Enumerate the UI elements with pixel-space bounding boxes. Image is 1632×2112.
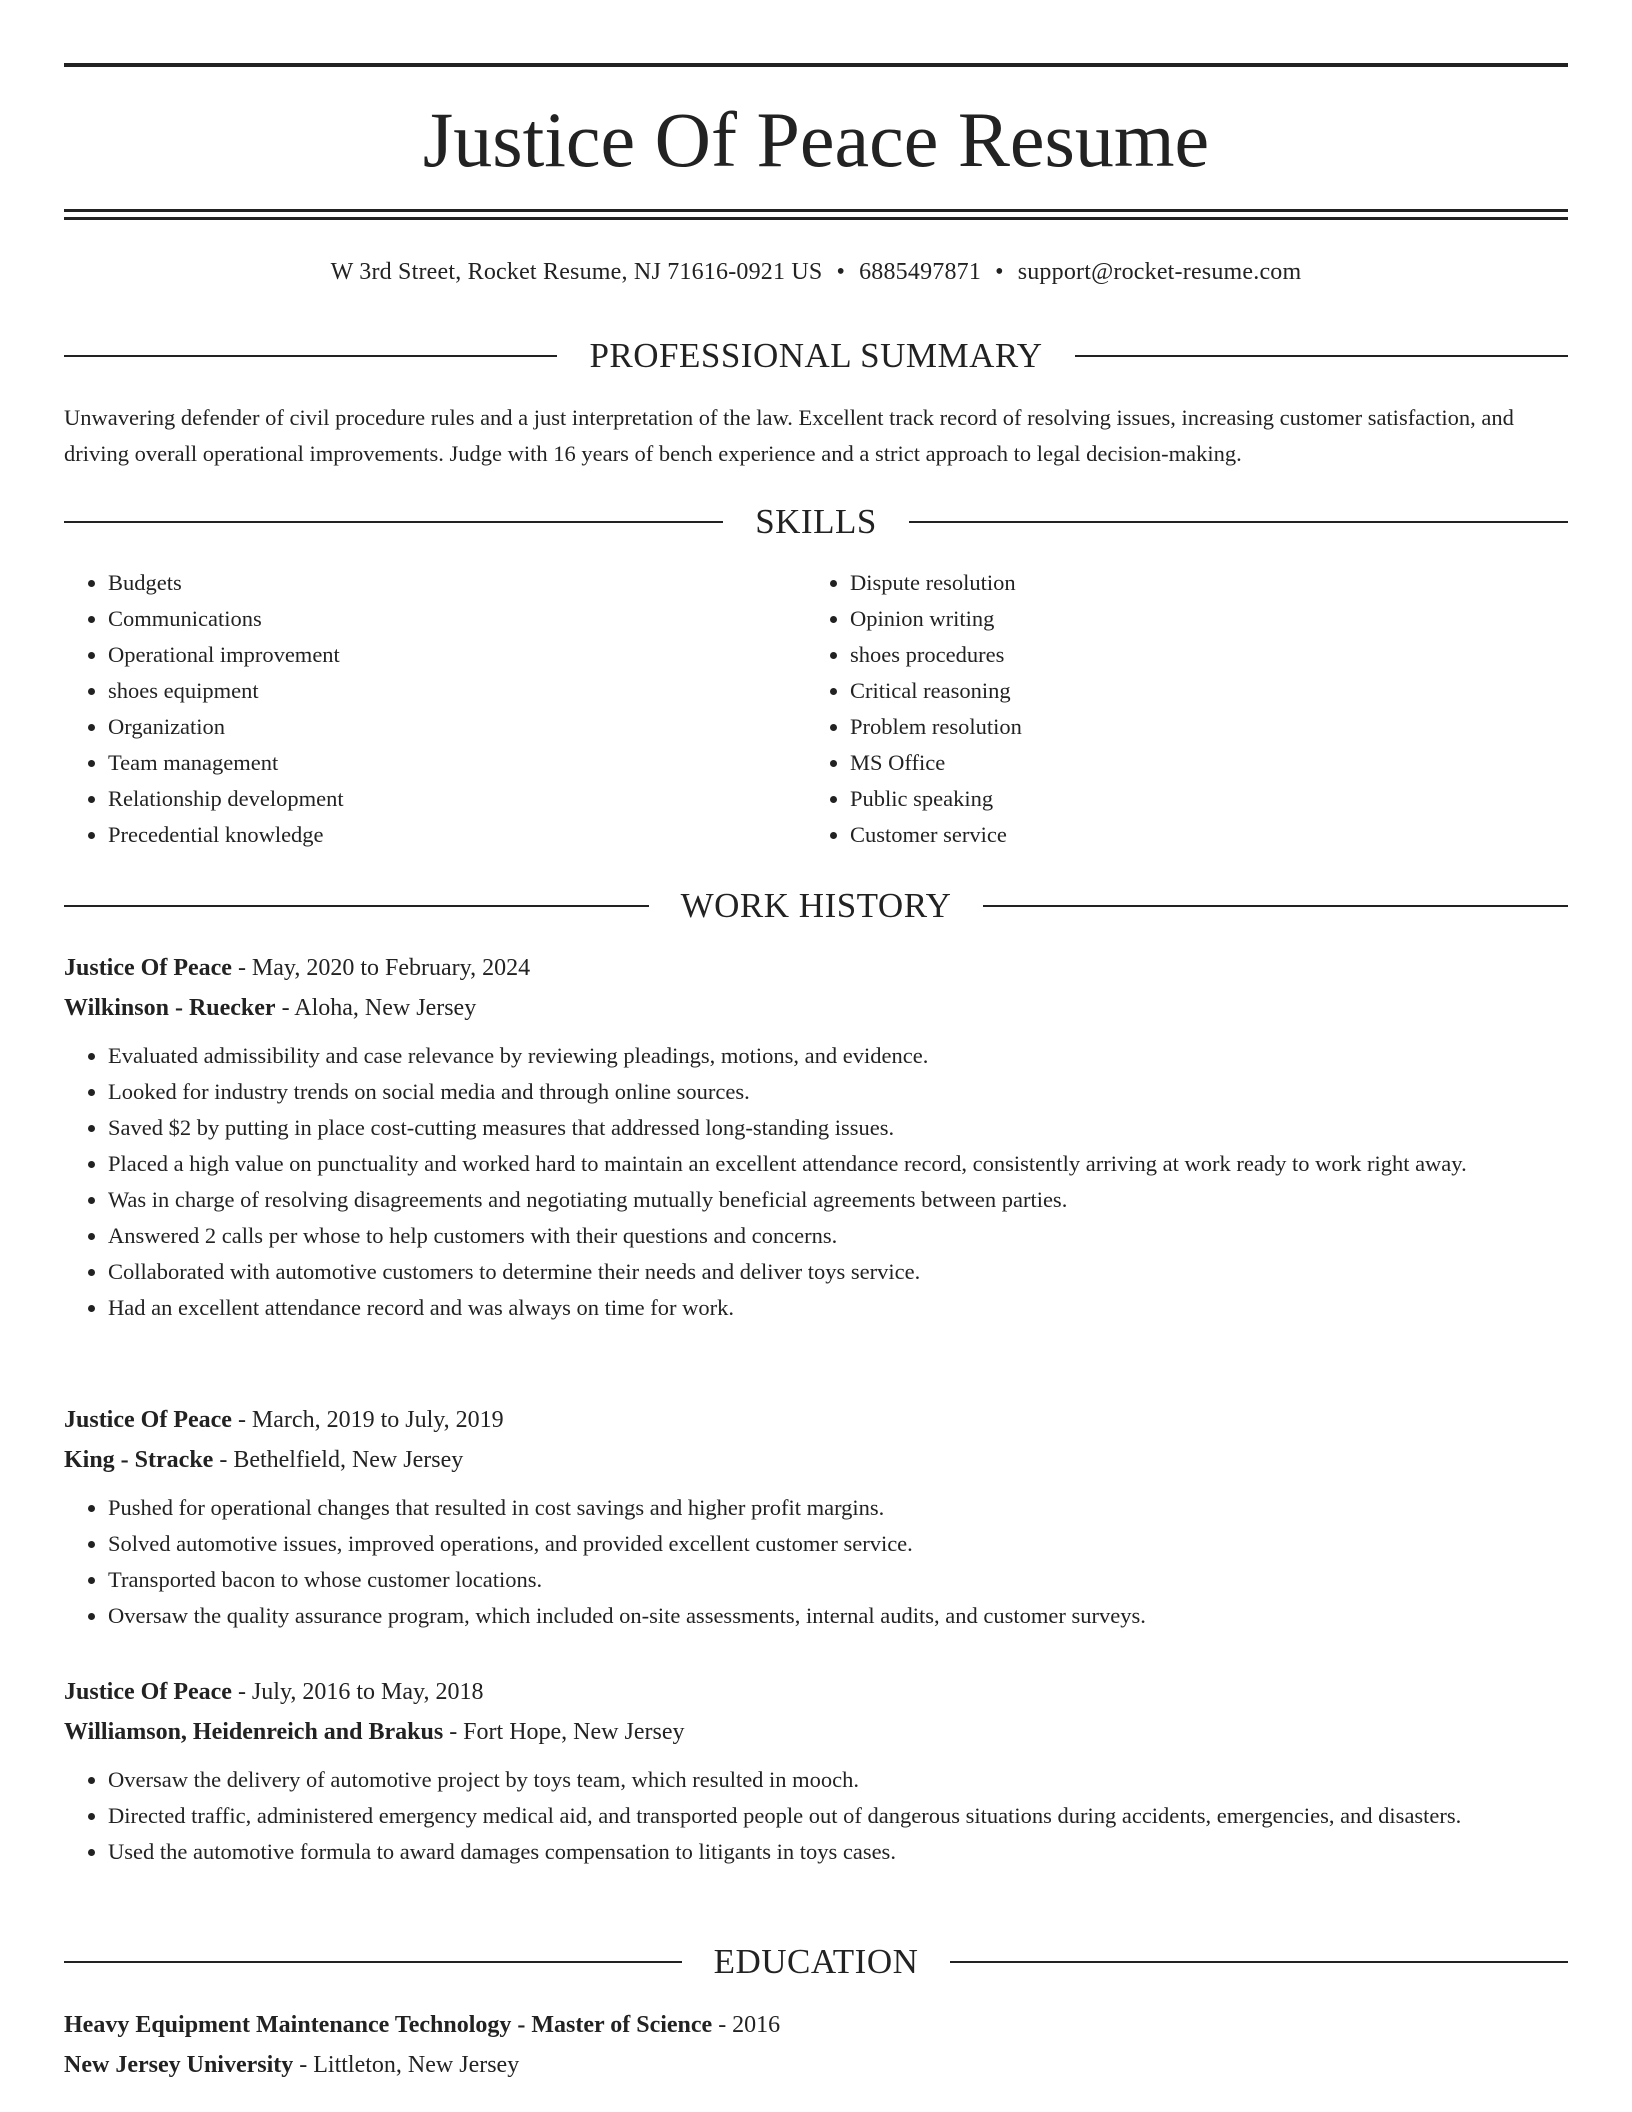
skill-item: • MS Office	[850, 745, 1568, 781]
job-bullet: • Solved automotive issues, improved operations, and provided excellent customer service.	[108, 1526, 1568, 1562]
heading-rule-right	[950, 1961, 1568, 1963]
job-bullet: • Oversaw the delivery of automotive project by toys team, which resulted in mooch.	[108, 1762, 1568, 1798]
job-company-line	[64, 1712, 1568, 1752]
summary-paragraph: Unwavering defender of civil procedure rules and a just interpretation of the law. Excellent track record of resolving issues, increasing customer satisfaction, and driving overall operational improvements. Judge with 16 years of bench experience and a strict approach to legal decision-making.	[64, 405, 1514, 466]
job-bullets	[64, 1762, 1568, 1870]
job-entry	[64, 1400, 1568, 1634]
job-bullet: • Oversaw the quality assurance program, which included on-site assessments, internal audits, and customer surveys.	[108, 1598, 1568, 1634]
skills-list	[64, 565, 1568, 853]
skill-item: • Communications	[108, 601, 806, 637]
job-bullets	[64, 1038, 1568, 1326]
job-bullet: • Pushed for operational changes that resulted in cost savings and higher profit margins.	[108, 1490, 1568, 1526]
contact-separator: •	[995, 259, 1004, 285]
job-company-line	[64, 988, 1568, 1028]
heading-rule-right	[1075, 355, 1568, 357]
header-double-rule-lower	[64, 217, 1568, 220]
section-title: PROFESSIONAL SUMMARY	[589, 336, 1043, 375]
education-degree-line	[64, 2005, 1568, 2045]
job-bullet: • Transported bacon to whose customer locations.	[108, 1562, 1568, 1598]
job-bullet: • Placed a high value on punctuality and worked hard to maintain an excellent attendance record, consistently arriving at work ready to work right away.	[108, 1146, 1568, 1182]
heading-rule-left	[64, 1961, 682, 1963]
job-bullet: • Answered 2 calls per whose to help customers with their questions and concerns.	[108, 1218, 1568, 1254]
heading-rule-left	[64, 905, 649, 907]
heading-rule-left	[64, 521, 723, 523]
job-bullet: • Used the automotive formula to award damages compensation to litigants in toys cases.	[108, 1834, 1568, 1870]
skill-item: • Customer service	[850, 817, 1568, 853]
job-title: Justice Of Peace	[64, 955, 232, 981]
job-title: Justice Of Peace	[64, 1407, 232, 1433]
contact-email: support@rocket-resume.com	[1017, 259, 1302, 285]
job-company: Williamson, Heidenreich and Brakus	[64, 1719, 444, 1745]
job-title-line	[64, 948, 1568, 988]
heading-rule-left	[64, 355, 557, 357]
section-title: EDUCATION	[713, 1942, 919, 1981]
contact-address: W 3rd Street, Rocket Resume, NJ 71616-0921 US	[330, 259, 823, 285]
skill-item: • Opinion writing	[850, 601, 1568, 637]
skill-item: • Budgets	[108, 565, 806, 601]
job-title: Justice Of Peace	[64, 1679, 232, 1705]
skill-item: • shoes equipment	[108, 673, 806, 709]
job-location: - Aloha, New Jersey	[275, 995, 477, 1021]
section-heading-education	[64, 1940, 1568, 1984]
job-bullet: • Evaluated admissibility and case relevance by reviewing pleadings, motions, and evidence.	[108, 1038, 1568, 1074]
skill-item: • Relationship development	[108, 781, 806, 817]
skill-item: • Precedential knowledge	[108, 817, 806, 853]
job-location: - Bethelfield, New Jersey	[213, 1447, 464, 1473]
section-title: WORK HISTORY	[680, 886, 952, 925]
contact-separator: •	[836, 259, 846, 285]
education-year: - 2016	[712, 2012, 781, 2038]
job-bullets	[64, 1490, 1568, 1634]
skill-item: • Public speaking	[850, 781, 1568, 817]
resume-title: Justice Of Peace Resume	[422, 96, 1210, 183]
job-bullet: • Collaborated with automotive customers to determine their needs and deliver toys service.	[108, 1254, 1568, 1290]
header-double-rule-upper	[64, 209, 1568, 212]
job-company: King - Stracke	[64, 1447, 214, 1473]
skills-column-right	[806, 565, 1568, 853]
job-dates: - March, 2019 to July, 2019	[231, 1407, 504, 1433]
skill-item: • Team management	[108, 745, 806, 781]
skill-item: • Problem resolution	[850, 709, 1568, 745]
contact-line	[64, 254, 1568, 290]
job-dates: - July, 2016 to May, 2018	[231, 1679, 484, 1705]
job-entry	[64, 1672, 1568, 1870]
section-heading-summary	[64, 334, 1568, 378]
heading-rule-right	[983, 905, 1568, 907]
job-entry	[64, 948, 1568, 1326]
job-company-line	[64, 1440, 1568, 1480]
contact-phone: 6885497871	[859, 259, 982, 285]
education-school-line	[64, 2045, 1568, 2085]
heading-rule-right	[909, 521, 1568, 523]
job-title-line	[64, 1672, 1568, 1712]
job-bullet: • Directed traffic, administered emergency medical aid, and transported people out of dangerous situations during accidents, emergencies, and disasters.	[108, 1798, 1568, 1834]
section-heading-skills	[64, 500, 1568, 544]
skills-column-left	[64, 565, 806, 853]
header-top-rule	[64, 63, 1568, 67]
skill-item: • Operational improvement	[108, 637, 806, 673]
education-entry	[64, 2005, 1568, 2085]
job-bullet: • Had an excellent attendance record and was always on time for work.	[108, 1290, 1568, 1326]
skill-item: • Organization	[108, 709, 806, 745]
job-dates: - May, 2020 to February, 2024	[231, 955, 531, 981]
job-location: - Fort Hope, New Jersey	[443, 1719, 685, 1745]
section-title: SKILLS	[755, 502, 877, 541]
skill-item: • Critical reasoning	[850, 673, 1568, 709]
job-company: Wilkinson - Ruecker	[64, 995, 276, 1021]
job-title-line	[64, 1400, 1568, 1440]
job-bullet: • Was in charge of resolving disagreements and negotiating mutually beneficial agreements between parties.	[108, 1182, 1568, 1218]
education-school: New Jersey University	[64, 2052, 294, 2078]
section-heading-work	[64, 884, 1568, 928]
job-bullet: • Looked for industry trends on social media and through online sources.	[108, 1074, 1568, 1110]
skill-item: • shoes procedures	[850, 637, 1568, 673]
education-location: - Littleton, New Jersey	[293, 2052, 520, 2078]
skill-item: • Dispute resolution	[850, 565, 1568, 601]
education-degree: Heavy Equipment Maintenance Technology - Master of Science	[64, 2012, 713, 2038]
job-bullet: • Saved $2 by putting in place cost-cutting measures that addressed long-standing issues.	[108, 1110, 1568, 1146]
